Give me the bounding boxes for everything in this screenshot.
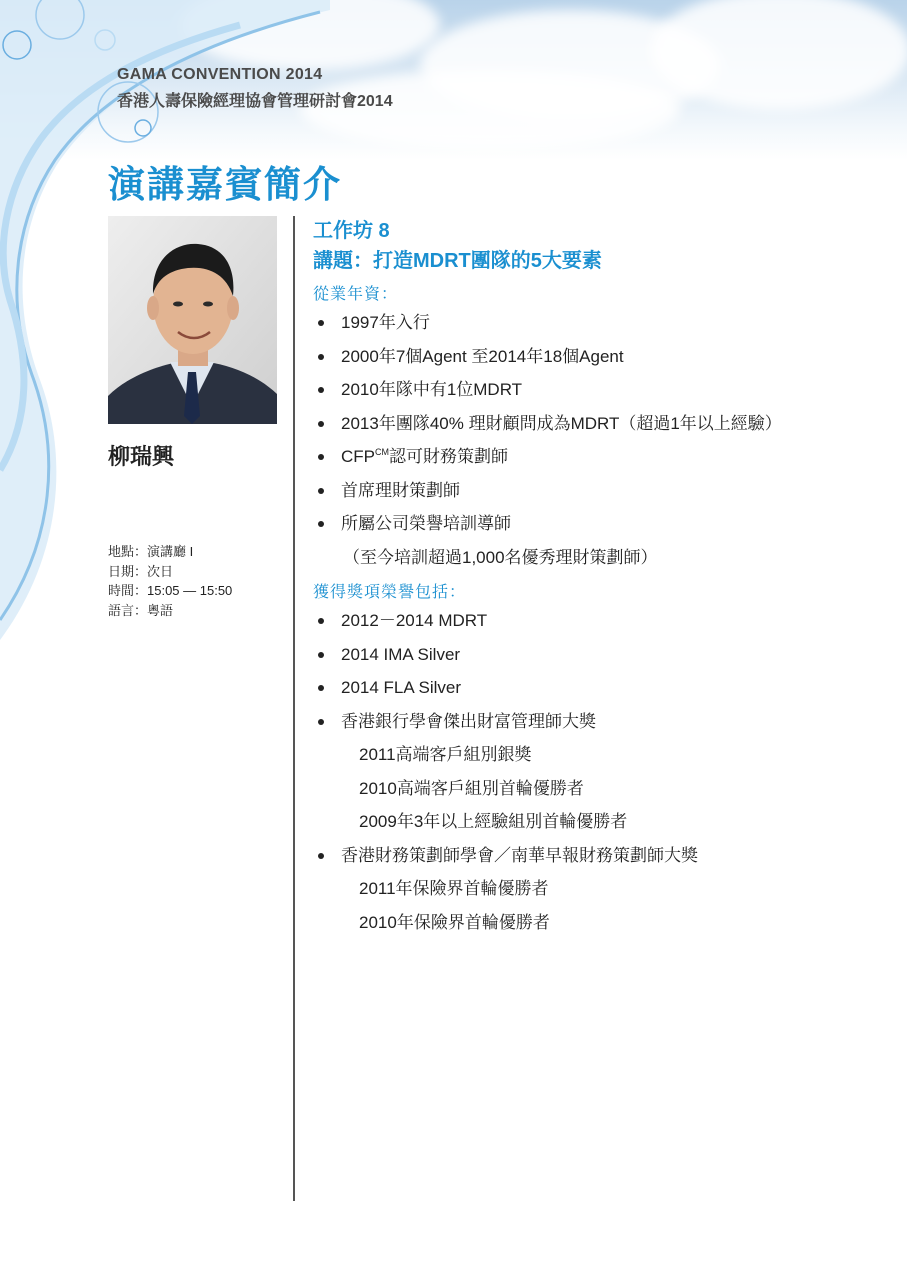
- list-subitem: 2011年保險界首輪優勝者: [359, 879, 549, 898]
- list-item: 2014 FLA Silver: [313, 671, 893, 705]
- speaker-photo: [108, 216, 277, 424]
- list-item: 首席理財策劃師: [313, 474, 893, 508]
- talk-details: [313, 216, 893, 939]
- page-title: 演講嘉賓簡介: [108, 164, 342, 205]
- list-subitem: 2010年保險界首輪優勝者: [359, 912, 550, 932]
- list-subitem: 2009年3年以上經驗組別首輪優勝者: [359, 812, 628, 831]
- cfp-superscript: CM: [375, 447, 389, 457]
- list-item: 2012－2014 MDRT: [313, 604, 893, 638]
- speaker-name: 柳瑞興: [108, 444, 175, 469]
- list-item: 2013年團隊40% 理財顧問成為MDRT（超過1年以上經驗）: [313, 407, 893, 441]
- list-item: 1997年入行: [313, 306, 893, 340]
- conference-title-en: GAMA CONVENTION 2014: [117, 66, 323, 83]
- list-item: 所屬公司榮譽培訓導師: [313, 507, 893, 541]
- list-item: 香港財務策劃師學會／南華早報財務策劃師大獎: [313, 839, 893, 873]
- conference-title-zh: 香港人壽保險經理協會管理研討會2014: [117, 93, 393, 110]
- session-venue: 地點：演講廳 I: [108, 544, 194, 559]
- cfp-label: CFP: [341, 447, 375, 466]
- list-item: 香港銀行學會傑出財富管理師大獎: [313, 705, 893, 739]
- session-language: 語言：粵語: [108, 602, 174, 618]
- list-subitem: 2011高端客戶組別銀獎: [359, 745, 532, 764]
- speaker-portrait-icon: [108, 216, 277, 424]
- list-subitem: 2010高端客戶組別首輪優勝者: [359, 778, 584, 798]
- cfp-suffix: 認可財務策劃師: [389, 447, 508, 466]
- list-item: 2010年隊中有1位MDRT: [313, 373, 893, 407]
- list-item: [313, 440, 893, 474]
- list-item-note: （至今培訓超過1,000名優秀理財策劃師）: [343, 547, 658, 567]
- session-time: 時間：15:05 — 15:50: [108, 583, 233, 598]
- session-date: 日期：次日: [108, 563, 174, 579]
- list-item: 2014 IMA Silver: [313, 638, 893, 672]
- talk-topic: 講題：打造MDRT團隊的5大要素: [313, 250, 602, 272]
- experience-heading: 從業年資：: [313, 286, 399, 303]
- awards-list: [313, 604, 893, 939]
- vertical-divider: [293, 216, 295, 1201]
- workshop-number: 工作坊 8: [313, 220, 390, 242]
- experience-list: [313, 306, 893, 574]
- awards-heading: 獲得獎項榮譽包括：: [313, 584, 467, 601]
- list-item: 2000年7個Agent 至2014年18個Agent: [313, 340, 893, 374]
- session-info: [108, 542, 232, 620]
